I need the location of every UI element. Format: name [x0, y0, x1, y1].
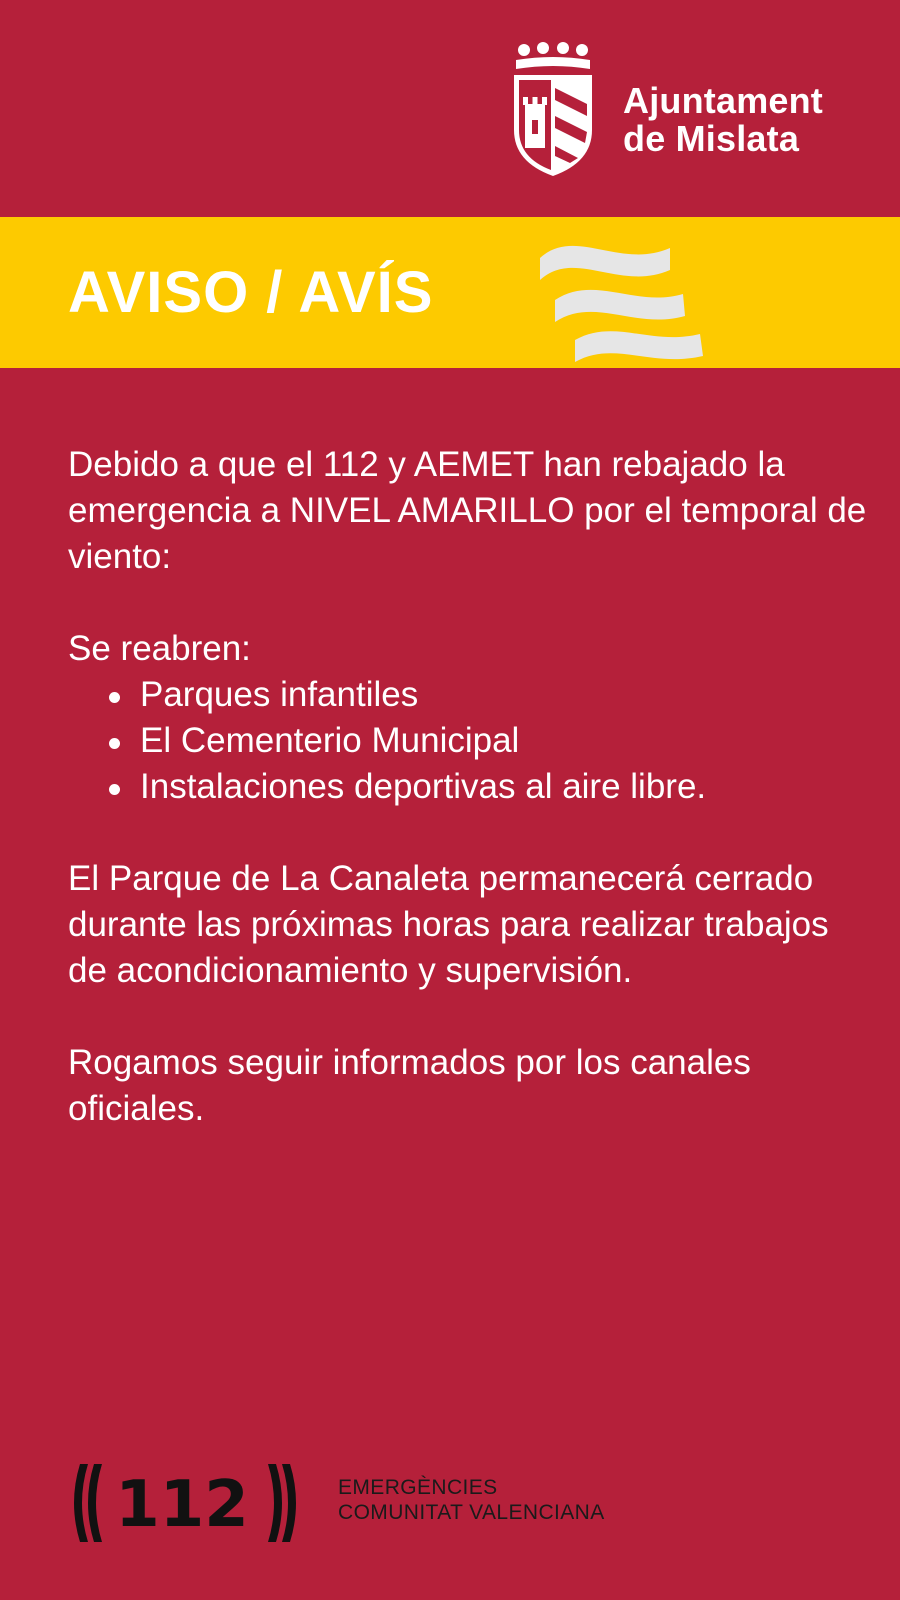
notice-title: AVISO / AVÍS [68, 260, 434, 325]
municipality-logo [510, 42, 850, 182]
badge-number: 112 [115, 1468, 249, 1542]
emergency-112-logo [66, 1460, 306, 1546]
intro-paragraph: Debido a que el 112 y AEMET han rebajado la emergencia a NIVEL AMARILLO por el temporal de viento: [68, 445, 867, 576]
list-item: El Cementerio Municipal [68, 718, 868, 764]
org-line-1: EMERGÈNCIES [338, 1476, 498, 1499]
reopen-list [68, 672, 868, 810]
reopen-heading: Se reabren: [68, 629, 251, 668]
closing-paragraph: Rogamos seguir informados por los canales oficiales. [68, 1043, 751, 1128]
notice-body [68, 442, 868, 1132]
wind-waves-icon [535, 230, 715, 368]
mislata-coat-of-arms-icon [510, 42, 596, 178]
list-item: Parques infantiles [68, 672, 868, 718]
emergency-org-name [338, 1475, 605, 1525]
logo-line-1: Ajuntament [623, 80, 823, 121]
list-item: Instalaciones deportivas al aire libre. [68, 764, 868, 810]
municipality-name [623, 82, 823, 158]
logo-line-2: de Mislata [623, 118, 800, 159]
org-line-2: COMUNITAT VALENCIANA [338, 1501, 605, 1524]
notice-banner [0, 217, 900, 368]
closure-paragraph: El Parque de La Canaleta permanecerá cerrado durante las próximas horas para realizar trabajos de acondicionamiento y supervisión. [68, 859, 829, 990]
footer [66, 1460, 706, 1546]
